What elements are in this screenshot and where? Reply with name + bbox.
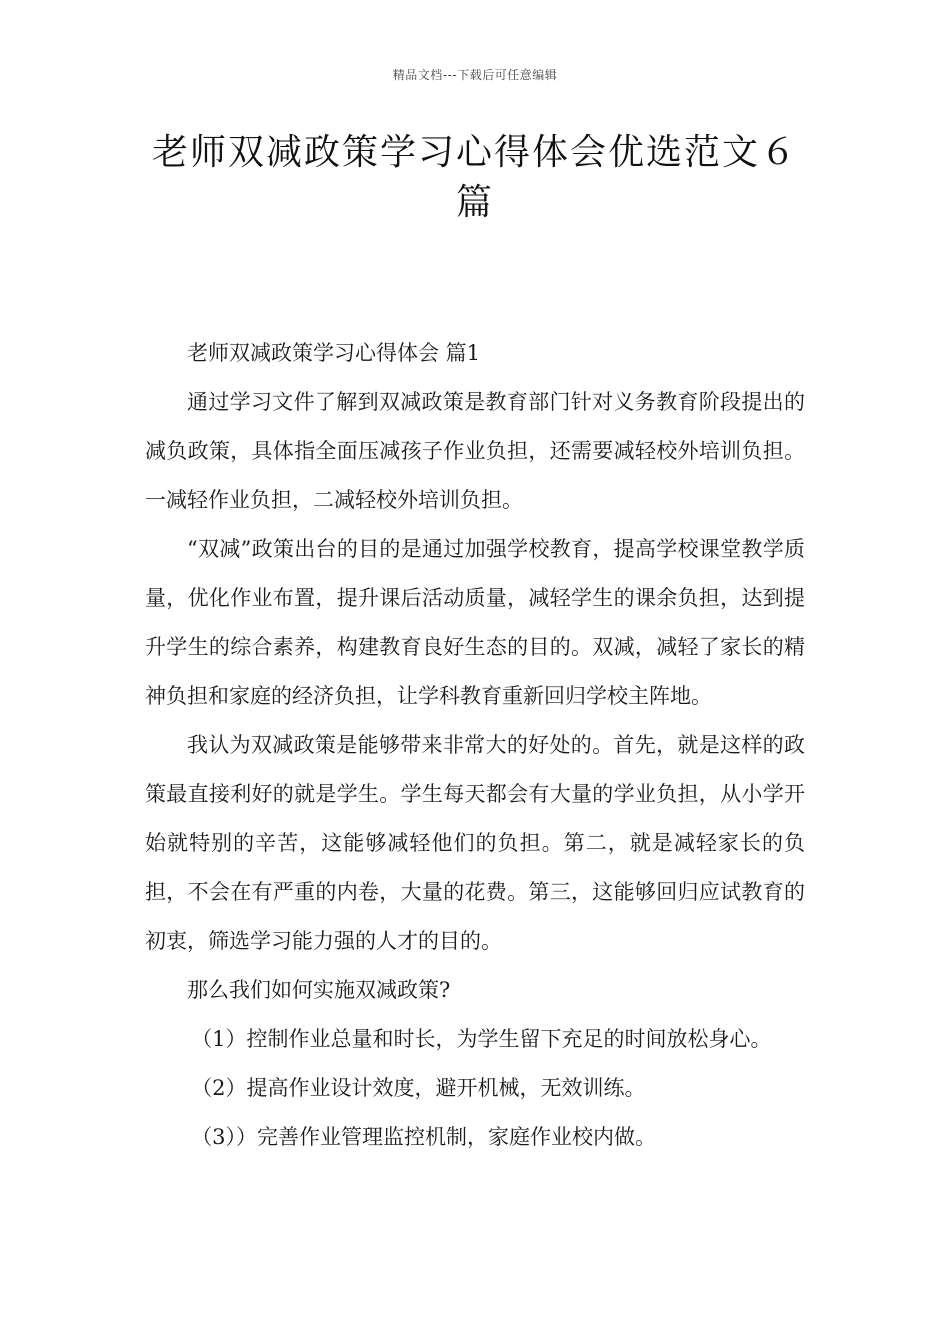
- paragraph: 通过学习文件了解到双减政策是教育部门针对义务教育阶段提出的减负政策，具体指全面压减孩子作业负担，还需要减轻校外培训负担。一减轻作业负担，二减轻校外培训负担。: [145, 390, 805, 512]
- list-item: （2）提高作业设计效度，避开机械，无效训练。: [191, 1076, 646, 1100]
- section-heading: 老师双减政策学习心得体会 篇1: [187, 341, 481, 365]
- list-item: （1）控制作业总量和时长，为学生留下充足的时间放松身心。: [191, 1027, 772, 1051]
- document-body: [145, 327, 805, 1162]
- list-item: （3））完善作业管理监控机制，家庭作业校内做。: [191, 1125, 657, 1149]
- document-title: 老师双减政策学习心得体会优选范文６篇: [151, 132, 798, 223]
- paragraph: 那么我们如何实施双减政策?: [187, 978, 451, 1002]
- paragraph: 我认为双减政策是能够带来非常大的好处的。首先，就是这样的政策最直接利好的就是学生。学生每天都会有大量的学业负担，从小学开始就特别的辛苦，这能够减轻他们的负担。第二，就是减轻家长的负担，不会在有严重的内卷，大量的花费。第三，这能够回归应试教育的初衷，筛选学习能力强的人才的目的。: [145, 733, 805, 953]
- paragraph: “双减”政策出台的目的是通过加强学校教育，提高学校课堂教学质量，优化作业布置，提升课后活动质量，减轻学生的课余负担，达到提升学生的综合素养，构建教育良好生态的目的。双减，减轻了家长的精神负担和家庭的经济负担，让学科教育重新回归学校主阵地。: [145, 537, 805, 708]
- header-watermark: 精品文档---下载后可任意编辑: [392, 68, 558, 82]
